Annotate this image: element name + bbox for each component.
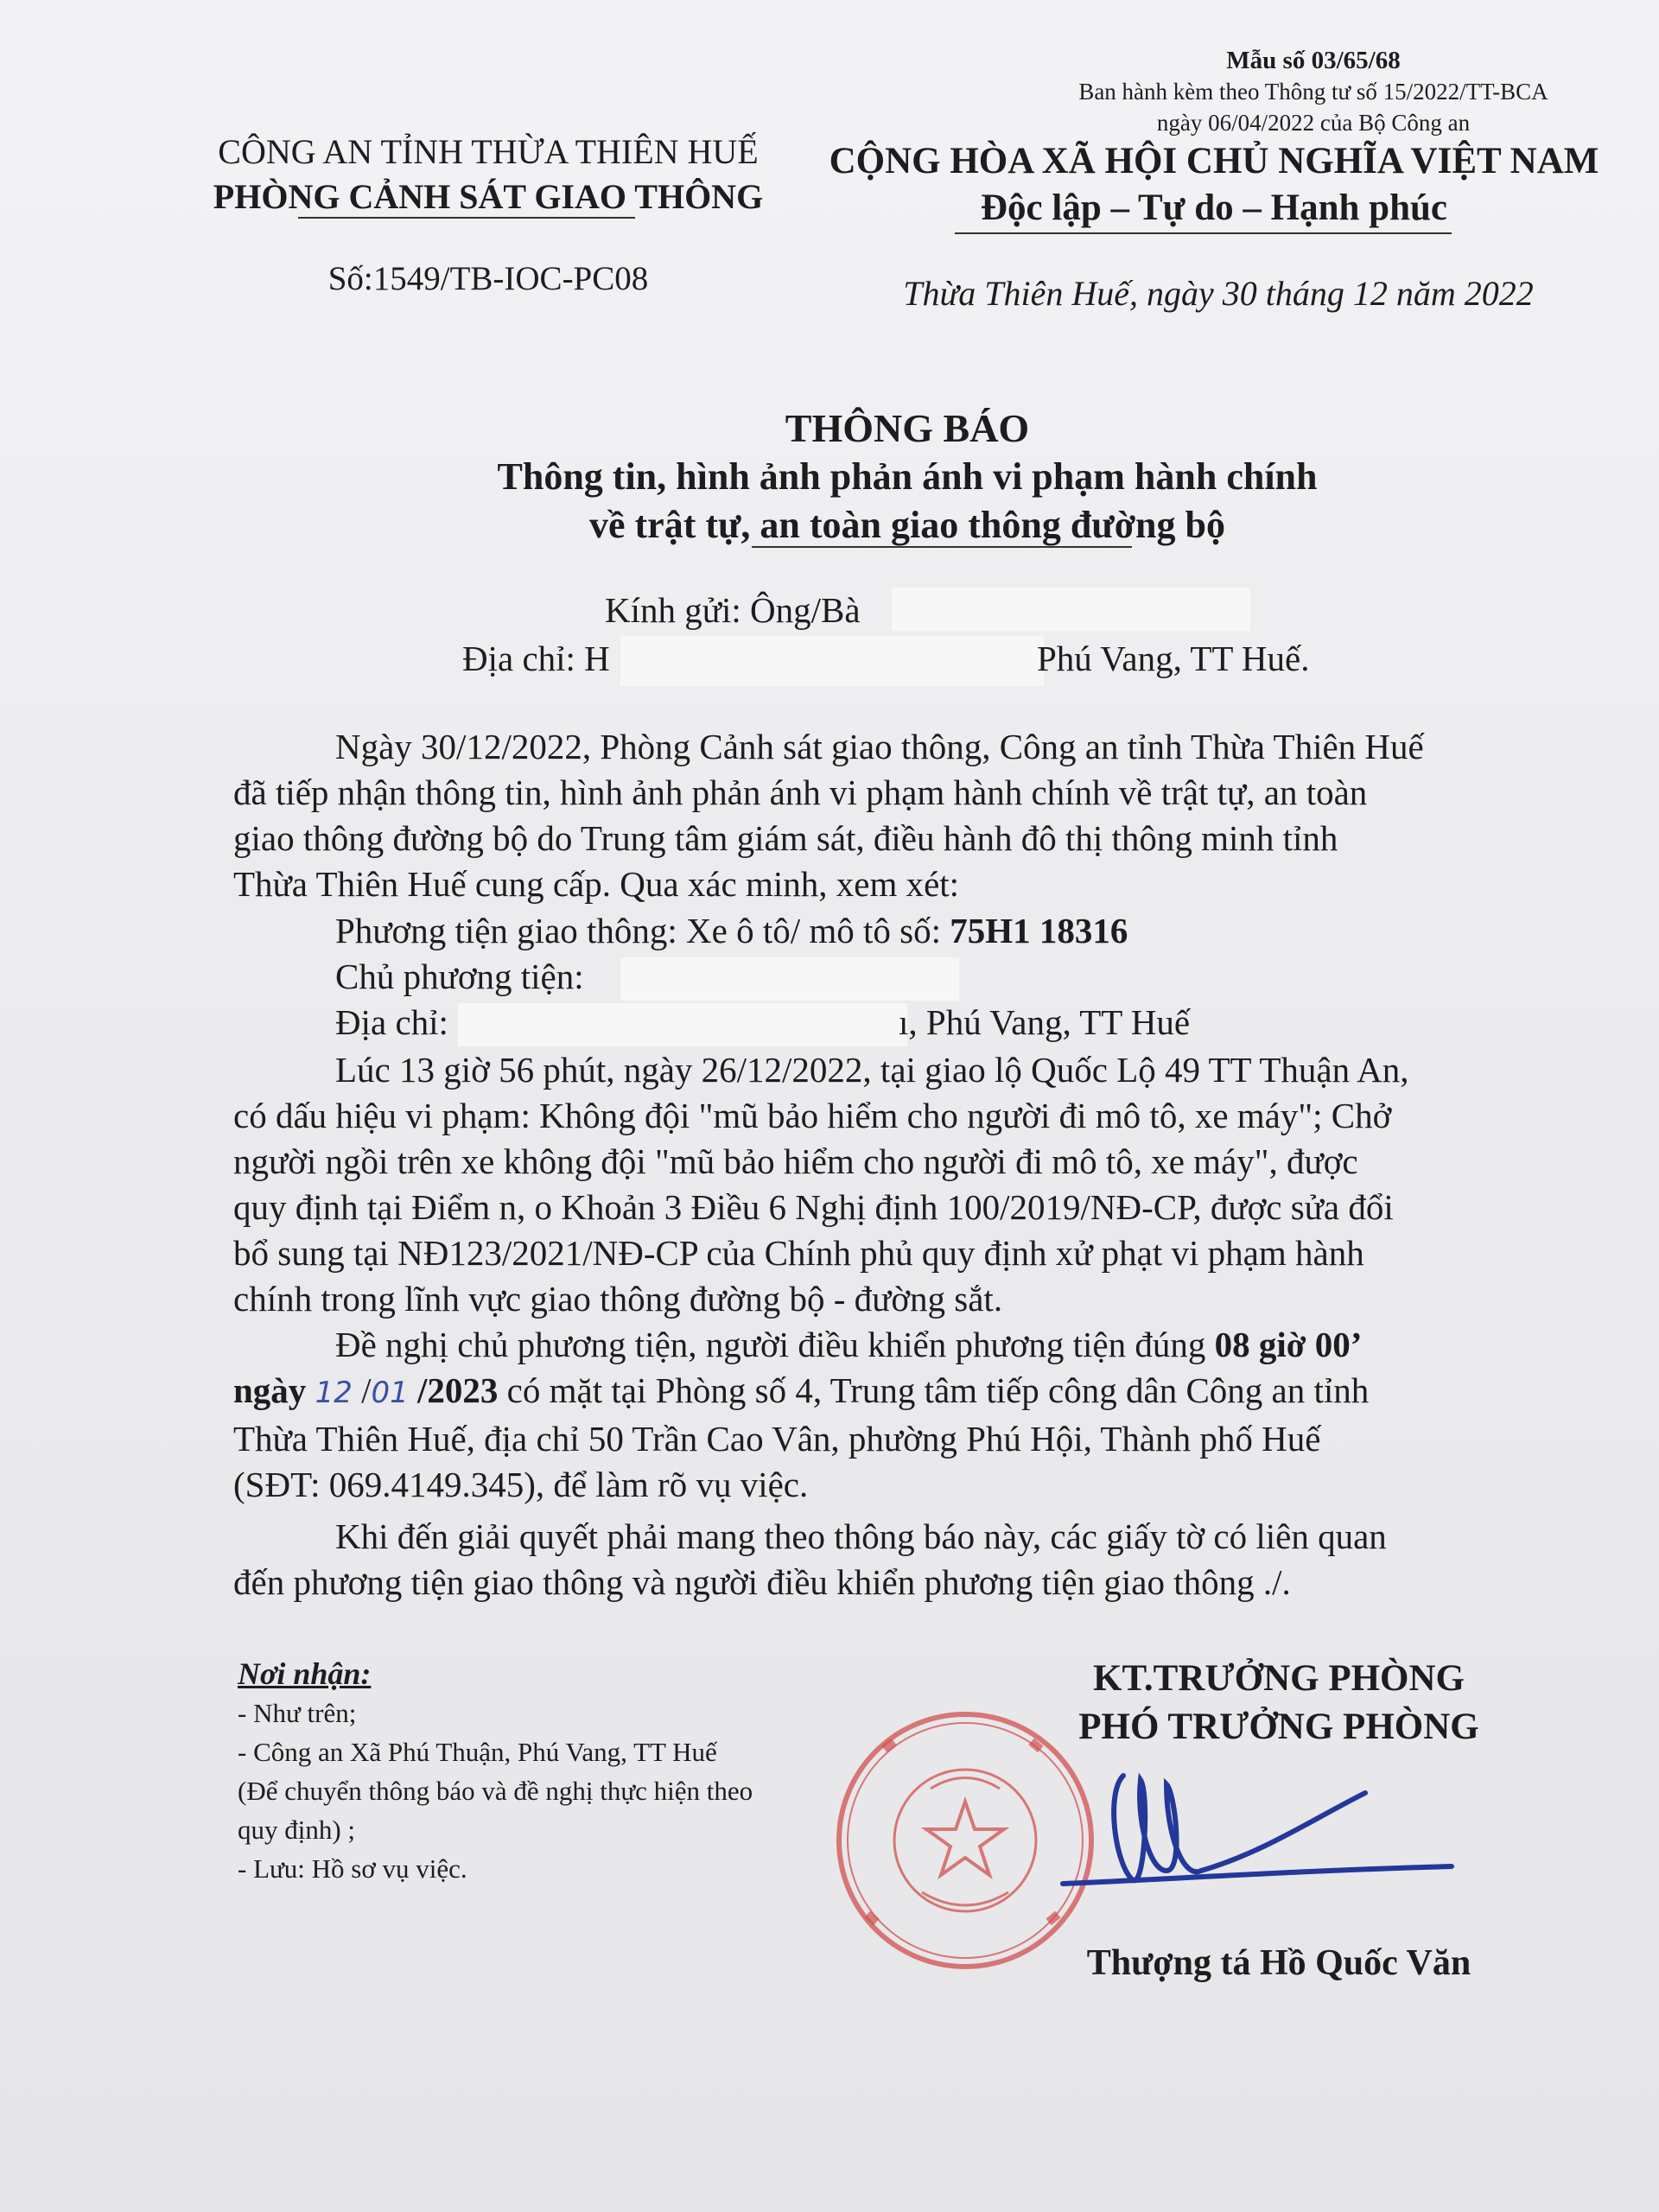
document-number: Số:1549/TB-IOC-PC08 [327, 260, 649, 297]
handwritten-signature [1037, 1741, 1469, 1931]
title-underline [752, 546, 1132, 548]
recipient-item: quy định) ; [238, 1815, 356, 1845]
text-line: Lúc 13 giờ 56 phút, ngày 26/12/2022, tại giao lộ Quốc Lộ 49 TT Thuận An, [335, 1050, 1409, 1090]
form-issued-line-1: Ban hành kèm theo Thông tư số 15/2022/TT-BCA [1078, 79, 1548, 105]
text-line: quy định tại Điểm n, o Khoản 3 Điều 6 Nghị định 100/2019/NĐ-CP, được sửa đổi [233, 1187, 1394, 1227]
owner-address-tail: ı, Phú Vang, TT Huế [899, 1002, 1191, 1042]
national-motto: Độc lập – Tự do – Hạnh phúc [981, 188, 1447, 228]
text-line: (SĐT: 069.4149.345), để làm rõ vụ việc. [233, 1465, 809, 1504]
form-issued-line-2: ngày 06/04/2022 của Bộ Công an [1156, 110, 1471, 136]
recipient-address-label: Địa chỉ: H [462, 639, 610, 678]
redaction-box [620, 957, 959, 1001]
agency-parent: CÔNG AN TỈNH THỪA THIÊN HUẾ [218, 132, 759, 171]
agency-name: PHÒNG CẢNH SÁT GIAO THÔNG [213, 177, 764, 216]
text-line: giao thông đường bộ do Trung tâm giám sát, điều hành đô thị thông minh tỉnh [233, 818, 1338, 858]
text-line: đã tiếp nhận thông tin, hình ảnh phản ánh vi phạm hành chính về trật tự, an toàn [233, 772, 1368, 812]
text-line: Thừa Thiên Huế cung cấp. Qua xác minh, xem xét: [233, 864, 960, 904]
recipient-item: - Lưu: Hồ sơ vụ việc. [238, 1853, 467, 1884]
signature-title-2: PHÓ TRƯỞNG PHÒNG [1078, 1707, 1479, 1747]
text-line: bổ sung tại NĐ123/2021/NĐ-CP của Chính phủ quy định xử phạt vi phạm hành [233, 1233, 1364, 1273]
text-line [233, 1368, 1581, 1416]
recipient-address-tail: Phú Vang, TT Huế. [1037, 639, 1310, 678]
handwritten-day: 12 [315, 1376, 353, 1410]
text-line [233, 1322, 1581, 1368]
summons-location: có mặt tại Phòng số 4, Trung tâm tiếp công dân Công an tỉnh [506, 1370, 1370, 1410]
title-subtitle-2: về trật tự, an toàn giao thông đường bộ [588, 504, 1225, 546]
date-slash: / [361, 1370, 372, 1410]
summons-time: 08 giờ 00’ [1214, 1325, 1363, 1364]
signer-name: Thượng tá Hồ Quốc Văn [1086, 1943, 1471, 1983]
document-title [259, 404, 1555, 550]
text-line: đến phương tiện giao thông và người điều khiển phương tiện giao thông ./. [233, 1562, 1291, 1602]
owner-label: Chủ phương tiện: [335, 957, 584, 996]
vehicle-label: Phương tiện giao thông: Xe ô tô/ mô tô số: [335, 911, 942, 950]
text-line: người ngồi trên xe không đội "mũ bảo hiểm cho người đi mô tô, xe máy", được [233, 1141, 1358, 1181]
recipient-item: (Để chuyển thông báo và đề nghị thực hiện theo [238, 1776, 753, 1806]
owner-address-label: Địa chỉ: [335, 1002, 448, 1042]
redaction-box [892, 588, 1250, 631]
text-line: Thừa Thiên Huế, địa chỉ 50 Trần Cao Vân, phường Phú Hội, Thành phố Huế [233, 1419, 1321, 1459]
place-date: Thừa Thiên Huế, ngày 30 tháng 12 năm 2022 [903, 274, 1534, 313]
paragraph-violation [233, 1047, 1581, 1322]
signature-block [950, 1655, 1607, 1751]
motto-underline [955, 232, 1452, 234]
signature-title-1: KT.TRƯỞNG PHÒNG [1093, 1658, 1465, 1699]
redaction-box [458, 1003, 907, 1046]
text-line: Khi đến giải quyết phải mang theo thông báo này, các giấy tờ có liên quan [335, 1516, 1387, 1556]
text-line: có dấu hiệu vi phạm: Không đội "mũ bảo hiểm cho người đi mô tô, xe máy"; Chở [233, 1096, 1392, 1135]
agency-block [177, 130, 799, 219]
form-code: Mẫu số 03/65/68 [1226, 47, 1401, 74]
paragraph-requirements [233, 1514, 1581, 1605]
text-line: Ngày 30/12/2022, Phòng Cảnh sát giao thông, Công an tỉnh Thừa Thiên Huế [335, 727, 1424, 766]
summons-year: /2023 [417, 1370, 499, 1410]
title-main: THÔNG BÁO [785, 406, 1030, 450]
national-header [812, 138, 1616, 232]
handwritten-month: 01 [371, 1376, 409, 1410]
title-subtitle-1: Thông tin, hình ảnh phản ánh vi phạm hành chính [497, 455, 1318, 498]
text-line: chính trong lĩnh vực giao thông đường bộ - đường sắt. [233, 1279, 1003, 1319]
nation-name: CỘNG HÒA XÃ HỘI CHỦ NGHĨA VIỆT NAM [829, 141, 1599, 181]
summons-day-label: ngày [233, 1370, 307, 1410]
paragraph-intro [233, 724, 1581, 907]
recipient-item: - Công an Xã Phú Thuận, Phú Vang, TT Huế [238, 1737, 717, 1767]
vehicle-line [335, 910, 1128, 951]
form-code-block [1020, 45, 1607, 138]
agency-underline [298, 217, 635, 219]
recipient-label: Kính gửi: Ông/Bà [605, 590, 861, 630]
vehicle-plate: 75H1 18316 [950, 911, 1128, 950]
recipient-item: - Như trên; [238, 1698, 357, 1728]
redaction-box [620, 636, 1044, 686]
paragraph-summons [233, 1322, 1581, 1508]
recipients-heading: Nơi nhận: [238, 1656, 372, 1691]
summons-text: Đề nghị chủ phương tiện, người điều khiển phương tiện đúng [335, 1325, 1206, 1364]
recipients-list [238, 1655, 753, 1888]
